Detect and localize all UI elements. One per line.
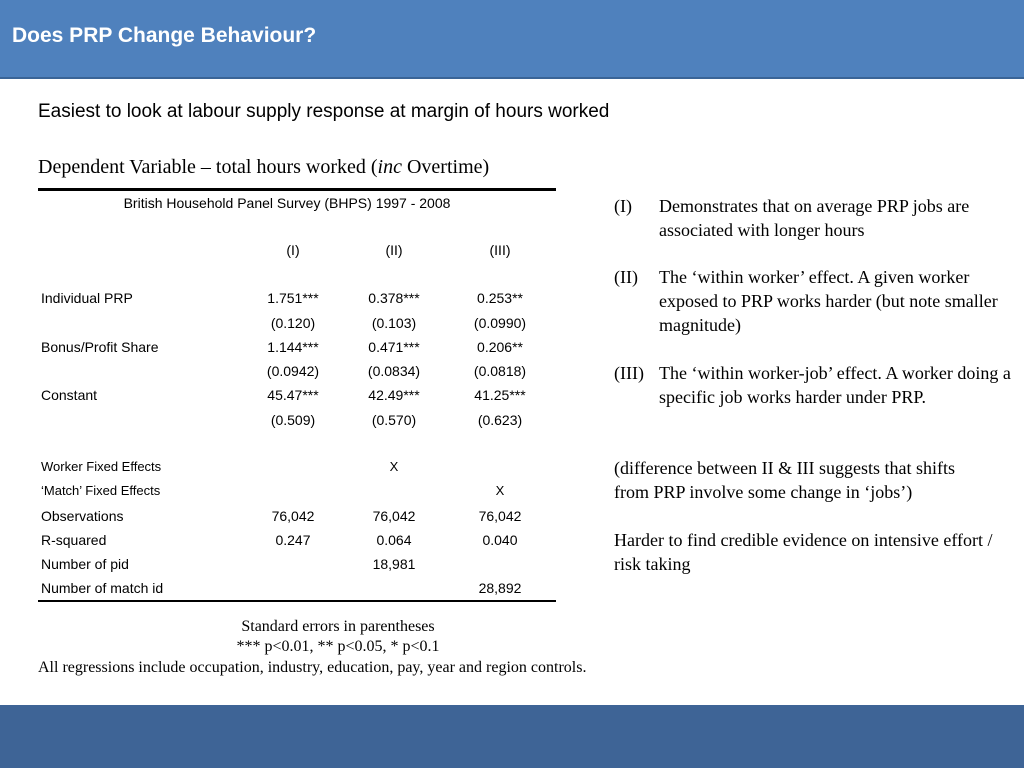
commentary-text: Demonstrates that on average PRP jobs are associated with longer hours — [659, 196, 970, 240]
table-cell: 0.253** — [477, 290, 523, 306]
dep-var-prefix: Dependent Variable – total hours worked ( — [38, 156, 378, 178]
table-row-label: Observations — [41, 508, 124, 524]
table-cell: (0.0834) — [367, 363, 421, 379]
table-row-label: Worker Fixed Effects — [41, 459, 162, 474]
commentary-label: (I) — [614, 196, 632, 216]
table-cell: X — [495, 483, 505, 498]
notes-significance: *** p<0.01, ** p<0.05, * p<0.1 — [236, 638, 440, 655]
slide-title: Does PRP Change Behaviour? — [12, 24, 317, 47]
table-bottom-rule — [38, 600, 556, 602]
table-column-header: (I) — [286, 242, 300, 258]
table-row-label: Bonus/Profit Share — [41, 339, 159, 355]
table-row-label: ‘Match’ Fixed Effects — [41, 483, 161, 498]
slide-subtitle: Easiest to look at labour supply response at margin of hours worked — [38, 101, 610, 122]
table-cell: 0.206** — [477, 339, 523, 355]
table-cell: (0.623) — [477, 412, 523, 428]
table-cell: 1.751*** — [267, 290, 319, 306]
table-cell: (0.120) — [270, 315, 316, 331]
table-row-label: Number of pid — [41, 556, 129, 572]
table-cell: (0.0818) — [473, 363, 527, 379]
table-row-label: R-squared — [41, 532, 107, 548]
commentary-label: (II) — [614, 267, 638, 287]
table-column-header: (III) — [489, 242, 511, 258]
table-cell: (0.103) — [371, 315, 417, 331]
table-column-header: (II) — [385, 242, 403, 258]
table-cell: (0.0942) — [266, 363, 320, 379]
table-row-label: Number of match id — [41, 580, 164, 596]
table-cell: 1.144*** — [267, 339, 319, 355]
notes-standard-errors: Standard errors in parentheses — [241, 618, 435, 635]
title-bar — [0, 0, 1024, 79]
table-cell: 45.47*** — [267, 387, 319, 403]
table-caption: British Household Panel Survey (BHPS) 1997 - 2008 — [123, 195, 451, 211]
commentary-text: The ‘within worker-job’ effect. A worker doing a specific job works harder under PRP. — [659, 363, 1011, 407]
commentary-note: (difference between II & III suggests that shifts from PRP involve some change in ‘jobs’) — [614, 458, 956, 502]
table-cell: 0.040 — [482, 532, 518, 548]
table-cell: X — [389, 459, 399, 474]
dep-var-italic: inc — [377, 156, 402, 178]
table-cell: (0.509) — [270, 412, 316, 428]
commentary-text: The ‘within worker’ effect. A given worker exposed to PRP works harder (but note smaller magnitude) — [659, 267, 998, 335]
table-row-label: Individual PRP — [41, 290, 133, 306]
dep-var-suffix: Overtime) — [401, 156, 490, 178]
table-cell: 0.064 — [376, 532, 412, 548]
table-cell: 18,981 — [372, 556, 416, 572]
commentary-label: (III) — [614, 363, 644, 383]
table-cell: 0.378*** — [368, 290, 420, 306]
dependent-variable-heading — [38, 156, 489, 179]
table-top-rule — [38, 188, 556, 191]
notes-controls: All regressions include occupation, industry, education, pay, year and region controls. — [38, 659, 587, 676]
table-cell: 41.25*** — [474, 387, 526, 403]
table-cell: (0.0990) — [473, 315, 527, 331]
table-cell: (0.570) — [371, 412, 417, 428]
table-cell: 76,042 — [271, 508, 315, 524]
table-cell: 0.471*** — [368, 339, 420, 355]
table-cell: 76,042 — [372, 508, 416, 524]
table-cell: 76,042 — [478, 508, 522, 524]
table-cell: 0.247 — [275, 532, 311, 548]
footer-bar — [0, 705, 1024, 768]
table-cell: 42.49*** — [368, 387, 420, 403]
table-row-label: Constant — [41, 387, 98, 403]
commentary-conclusion: Harder to find credible evidence on intensive effort / risk taking — [614, 530, 993, 574]
table-cell: 28,892 — [478, 580, 522, 596]
